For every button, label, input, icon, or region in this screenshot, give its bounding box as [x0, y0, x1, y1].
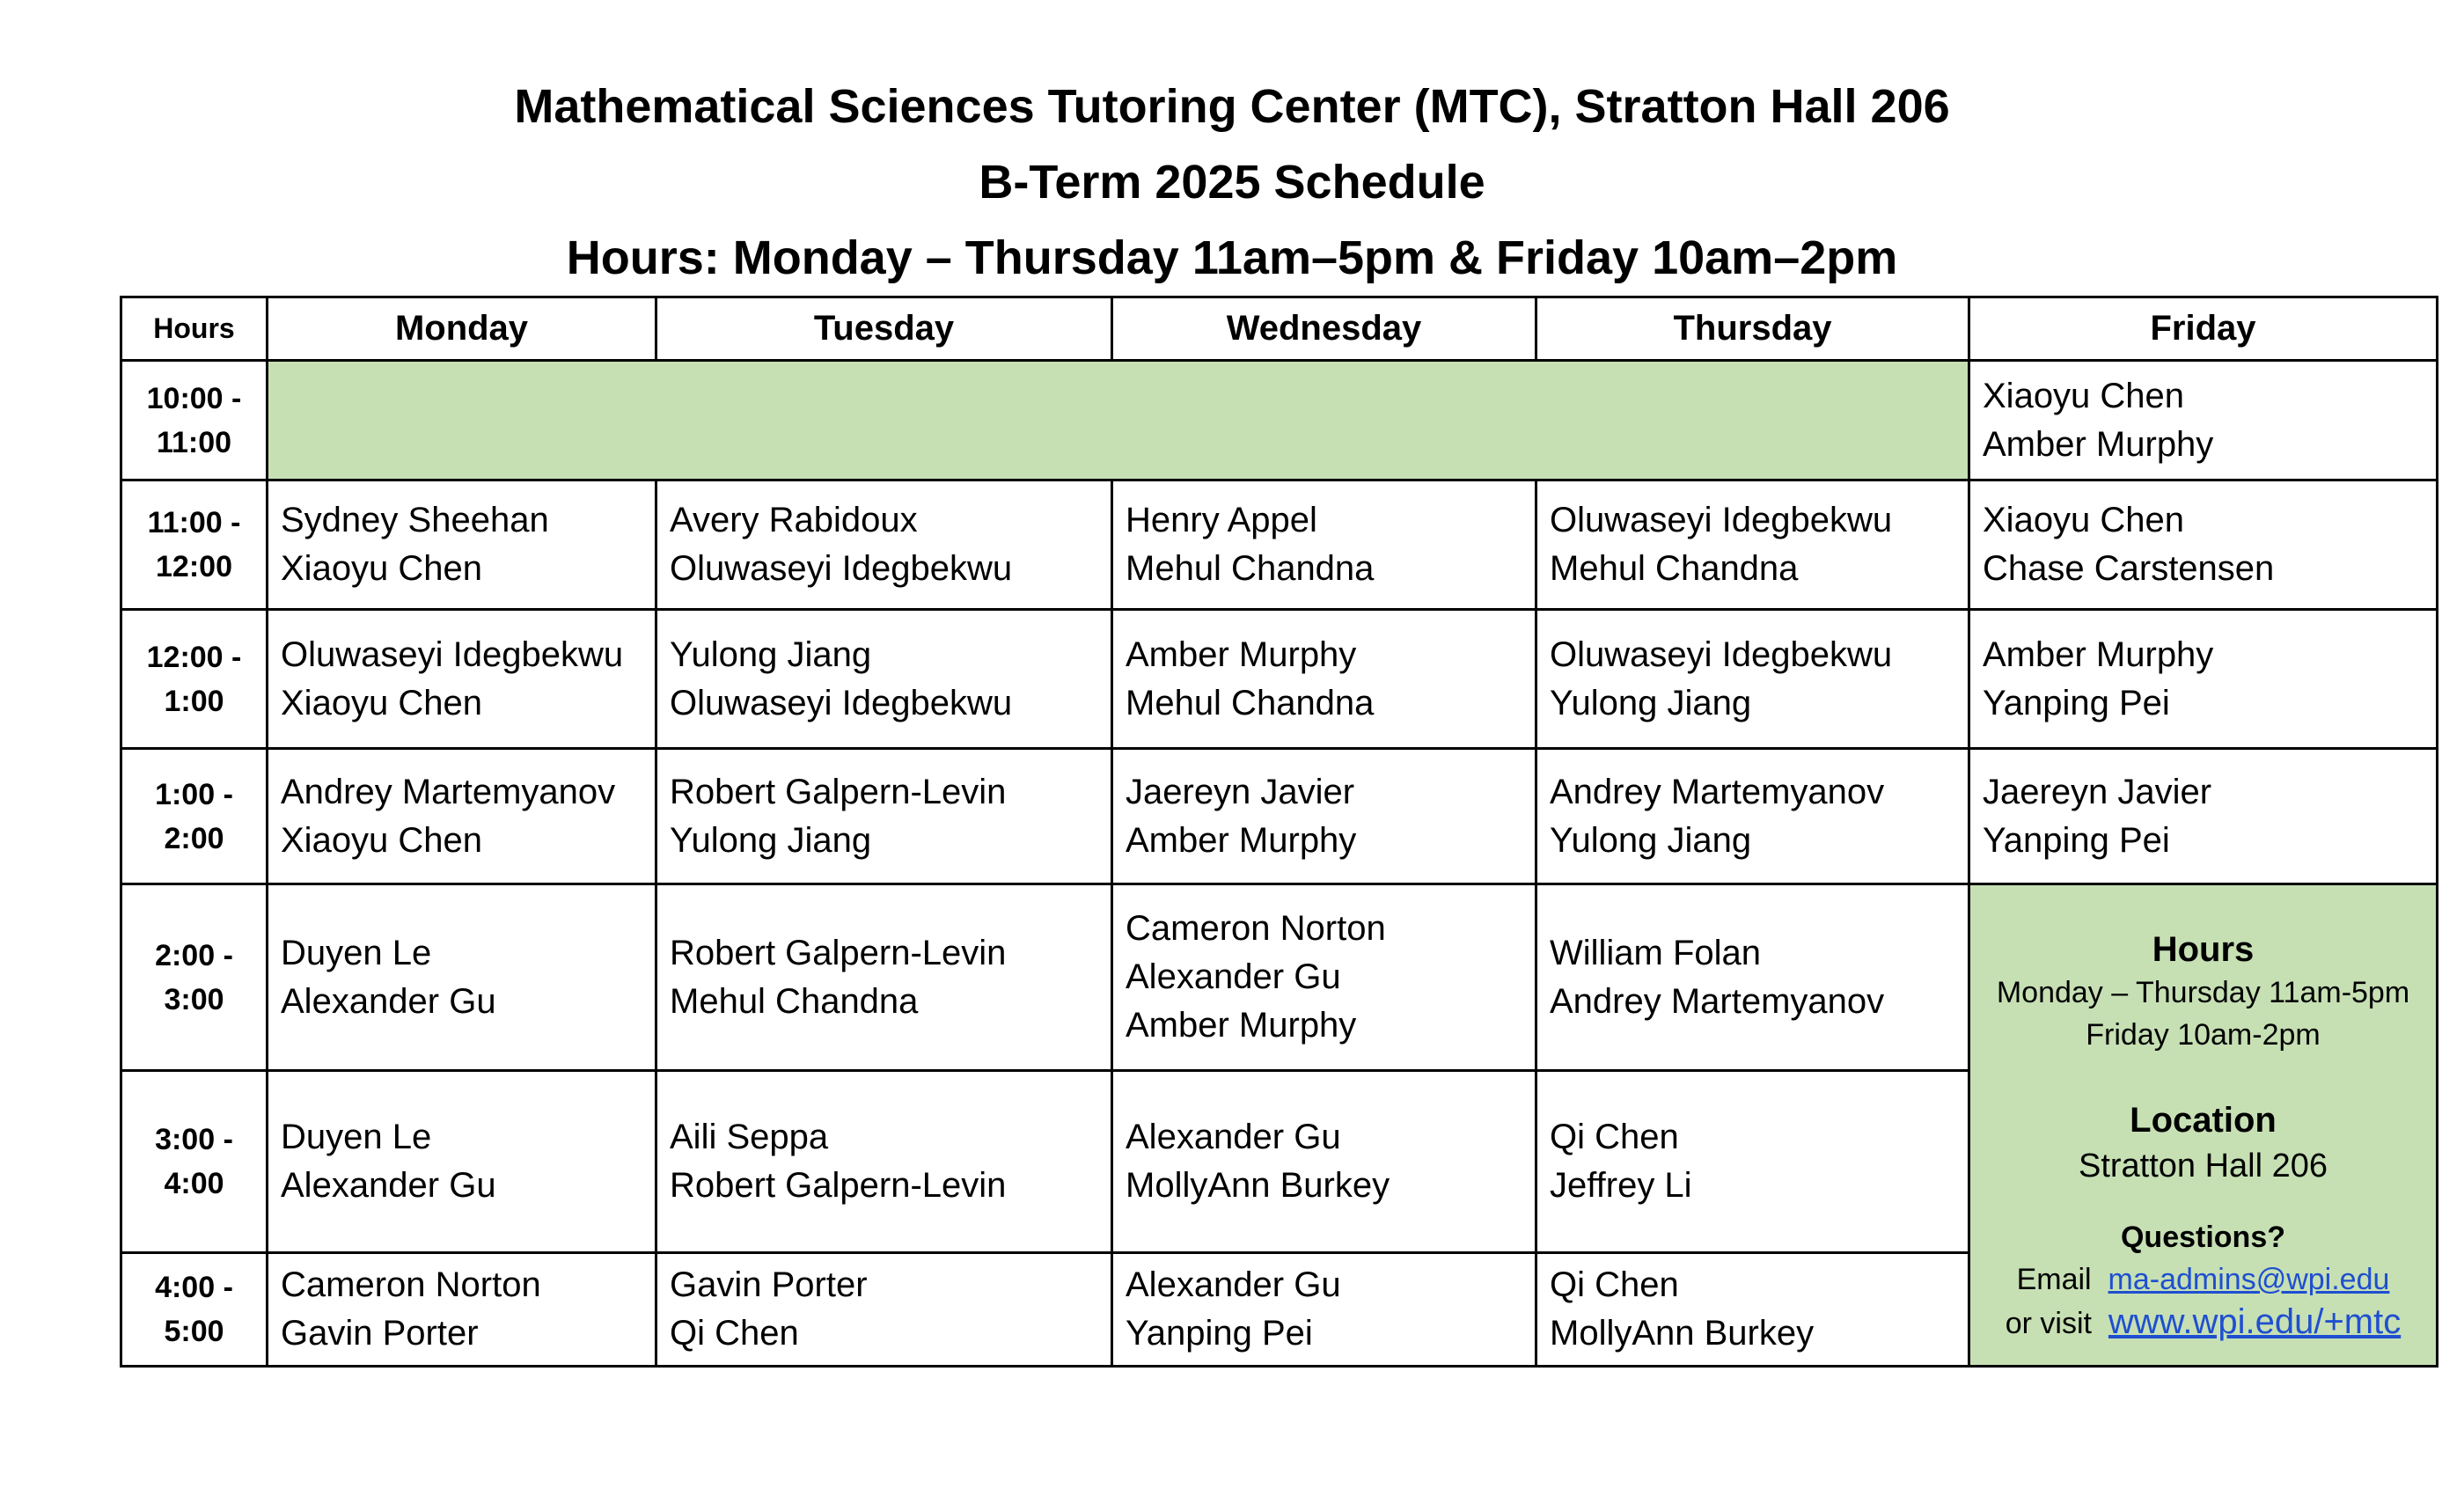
- hour-cell: [121, 361, 268, 480]
- hour-cell: [121, 884, 268, 1071]
- slot-tuesday: [656, 1253, 1112, 1367]
- column-header-wednesday: Wednesday: [1112, 297, 1536, 361]
- slot-wednesday: [1112, 480, 1536, 610]
- tutor-name: Amber Murphy: [1983, 424, 2214, 464]
- tutor-name: Duyen Le: [281, 933, 432, 972]
- hour-cell: [121, 610, 268, 749]
- hour-end: 11:00: [156, 425, 232, 459]
- hours-subtitle: Hours: Monday – Thursday 11am–5pm & Friday 10am–2pm: [566, 231, 1898, 284]
- tutor-name: Yulong Jiang: [1550, 820, 1752, 860]
- email-prefix: Email: [2016, 1263, 2092, 1296]
- tutor-name: Alexander Gu: [281, 981, 496, 1021]
- hour-cell: [121, 749, 268, 884]
- center-title: Mathematical Sciences Tutoring Center (MTC), Stratton Hall 206: [514, 80, 1950, 133]
- slot-wednesday: [1112, 749, 1536, 884]
- hour-end: 4:00: [164, 1167, 224, 1200]
- visit-prefix: or visit: [2005, 1307, 2092, 1340]
- slot-wednesday: [1112, 610, 1536, 749]
- info-location-title: Location: [2130, 1101, 2277, 1140]
- tutor-name: Xiaoyu Chen: [281, 549, 483, 588]
- tutor-name: Gavin Porter: [670, 1265, 868, 1304]
- tutor-name: Oluwaseyi Idegbekwu: [281, 634, 624, 674]
- tutor-name: Amber Murphy: [1126, 820, 1357, 860]
- tutor-name: MollyAnn Burkey: [1550, 1314, 1815, 1353]
- info-visit-line: [1976, 1301, 2431, 1345]
- tutor-name: Xiaoyu Chen: [1983, 501, 2185, 539]
- slot-thursday: [1536, 884, 1969, 1071]
- info-questions-title: Questions?: [2120, 1221, 2286, 1254]
- table-row: [121, 749, 2438, 884]
- hour-cell: [121, 1071, 268, 1253]
- tutor-name: William Folan: [1550, 933, 1762, 972]
- term-title: B-Term 2025 Schedule: [979, 156, 1485, 209]
- column-header-friday: Friday: [1969, 297, 2438, 361]
- slot-tuesday: [656, 884, 1112, 1071]
- tutor-name: Mehul Chandna: [1126, 683, 1375, 722]
- tutor-name: Jaereyn Javier: [1126, 772, 1355, 811]
- slot-tuesday: [656, 749, 1112, 884]
- slot-thursday: [1536, 1071, 1969, 1253]
- tutor-name: Amber Murphy: [1126, 634, 1357, 674]
- hour-start: 11:00 -: [147, 506, 241, 539]
- tutor-name: Yanping Pei: [1126, 1314, 1313, 1353]
- slot-thursday: [1536, 1253, 1969, 1367]
- slot-friday: [1969, 749, 2438, 884]
- table-row: [121, 480, 2438, 610]
- tutor-name: Amber Murphy: [1126, 1006, 1357, 1045]
- tutor-name: Mehul Chandna: [1550, 549, 1799, 588]
- email-link[interactable]: ma-admins@wpi.edu: [2108, 1263, 2390, 1296]
- hour-start: 2:00 -: [155, 938, 233, 972]
- tutor-name: Sydney Sheehan: [281, 501, 549, 539]
- tutor-name: Qi Chen: [1550, 1265, 1679, 1304]
- tutor-name: Yanping Pei: [1983, 820, 2170, 860]
- tutor-name: Mehul Chandna: [670, 981, 919, 1021]
- closed-block: [268, 361, 1969, 480]
- slot-monday: [268, 1253, 656, 1367]
- tutor-name: Oluwaseyi Idegbekwu: [1550, 501, 1893, 539]
- slot-friday: [1969, 480, 2438, 610]
- tutor-name: Robert Galpern-Levin: [670, 1166, 1007, 1205]
- tutor-name: Andrey Martemyanov: [1550, 772, 1885, 811]
- tutor-name: Jeffrey Li: [1550, 1166, 1692, 1205]
- tutor-name: Oluwaseyi Idegbekwu: [1550, 634, 1893, 674]
- tutor-name: Alexander Gu: [1126, 1265, 1341, 1304]
- info-hours-friday: Friday 10am-2pm: [2086, 1018, 2321, 1052]
- tutor-name: Mehul Chandna: [1126, 549, 1375, 588]
- column-header-tuesday: Tuesday: [656, 297, 1112, 361]
- tutor-name: Xiaoyu Chen: [281, 820, 483, 860]
- info-email-line: [1976, 1258, 2431, 1301]
- tutor-name: Duyen Le: [281, 1118, 432, 1156]
- schedule-table: [120, 296, 2438, 1368]
- website-link[interactable]: www.wpi.edu/+mtc: [2108, 1302, 2402, 1341]
- info-hours-weekday: Monday – Thursday 11am-5pm: [1996, 976, 2410, 1009]
- tutor-name: Andrey Martemyanov: [1550, 981, 1885, 1021]
- slot-thursday: [1536, 480, 1969, 610]
- slot-friday: [1969, 361, 2438, 480]
- slot-tuesday: [656, 480, 1112, 610]
- tutor-name: Jaereyn Javier: [1983, 772, 2212, 811]
- table-row: [121, 610, 2438, 749]
- hour-end: 2:00: [164, 821, 224, 855]
- hour-cell: [121, 480, 268, 610]
- hour-cell: [121, 1253, 268, 1367]
- hour-end: 12:00: [156, 550, 232, 583]
- slot-monday: [268, 480, 656, 610]
- column-header-monday: Monday: [268, 297, 656, 361]
- hour-end: 5:00: [164, 1315, 224, 1348]
- tutor-name: Avery Rabidoux: [670, 501, 918, 539]
- slot-wednesday: [1112, 884, 1536, 1071]
- slot-monday: [268, 749, 656, 884]
- hour-start: 10:00 -: [146, 381, 242, 415]
- slot-tuesday: [656, 610, 1112, 749]
- slot-monday: [268, 1071, 656, 1253]
- slot-monday: [268, 610, 656, 749]
- tutor-name: Amber Murphy: [1983, 634, 2214, 674]
- tutor-name: Xiaoyu Chen: [281, 683, 483, 722]
- info-box: [1969, 884, 2438, 1367]
- table-row: [121, 361, 2438, 480]
- tutor-name: MollyAnn Burkey: [1126, 1166, 1390, 1205]
- info-hours-title: Hours: [2152, 930, 2255, 969]
- tutor-name: Oluwaseyi Idegbekwu: [670, 683, 1013, 722]
- tutor-name: Cameron Norton: [1126, 909, 1386, 948]
- tutor-name: Gavin Porter: [281, 1314, 479, 1353]
- tutor-name: Robert Galpern-Levin: [670, 772, 1007, 811]
- tutor-name: Yanping Pei: [1983, 683, 2170, 722]
- tutor-name: Chase Carstensen: [1983, 549, 2275, 588]
- slot-thursday: [1536, 749, 1969, 884]
- hour-start: 3:00 -: [155, 1123, 233, 1156]
- header-row: [121, 297, 2438, 361]
- info-location-text: Stratton Hall 206: [2078, 1148, 2328, 1184]
- tutor-name: Andrey Martemyanov: [281, 772, 616, 811]
- tutor-name: Yulong Jiang: [1550, 683, 1752, 722]
- tutor-name: Cameron Norton: [281, 1265, 541, 1304]
- hour-start: 4:00 -: [155, 1271, 233, 1304]
- slot-tuesday: [656, 1071, 1112, 1253]
- tutor-name: Qi Chen: [670, 1314, 799, 1353]
- tutor-name: Oluwaseyi Idegbekwu: [670, 549, 1013, 588]
- table-row: [121, 884, 2438, 1071]
- tutor-name: Qi Chen: [1550, 1118, 1679, 1156]
- tutor-name: Robert Galpern-Levin: [670, 933, 1007, 972]
- tutor-name: Alexander Gu: [1126, 957, 1341, 996]
- column-header-thursday: Thursday: [1536, 297, 1969, 361]
- tutor-name: Xiaoyu Chen: [1983, 376, 2185, 415]
- slot-wednesday: [1112, 1253, 1536, 1367]
- tutor-name: Yulong Jiang: [670, 634, 872, 674]
- hour-start: 1:00 -: [155, 777, 233, 811]
- slot-thursday: [1536, 610, 1969, 749]
- tutor-name: Alexander Gu: [281, 1166, 496, 1205]
- slot-friday: [1969, 610, 2438, 749]
- tutor-name: Henry Appel: [1126, 501, 1317, 539]
- hour-end: 1:00: [164, 684, 224, 718]
- tutor-name: Alexander Gu: [1126, 1118, 1341, 1156]
- slot-monday: [268, 884, 656, 1071]
- hour-end: 3:00: [164, 982, 224, 1016]
- hour-start: 12:00 -: [146, 640, 242, 674]
- tutor-name: Yulong Jiang: [670, 820, 872, 860]
- schedule-header: [0, 69, 2464, 296]
- tutor-name: Aili Seppa: [670, 1118, 829, 1156]
- column-header-hours: Hours: [121, 297, 268, 361]
- slot-wednesday: [1112, 1071, 1536, 1253]
